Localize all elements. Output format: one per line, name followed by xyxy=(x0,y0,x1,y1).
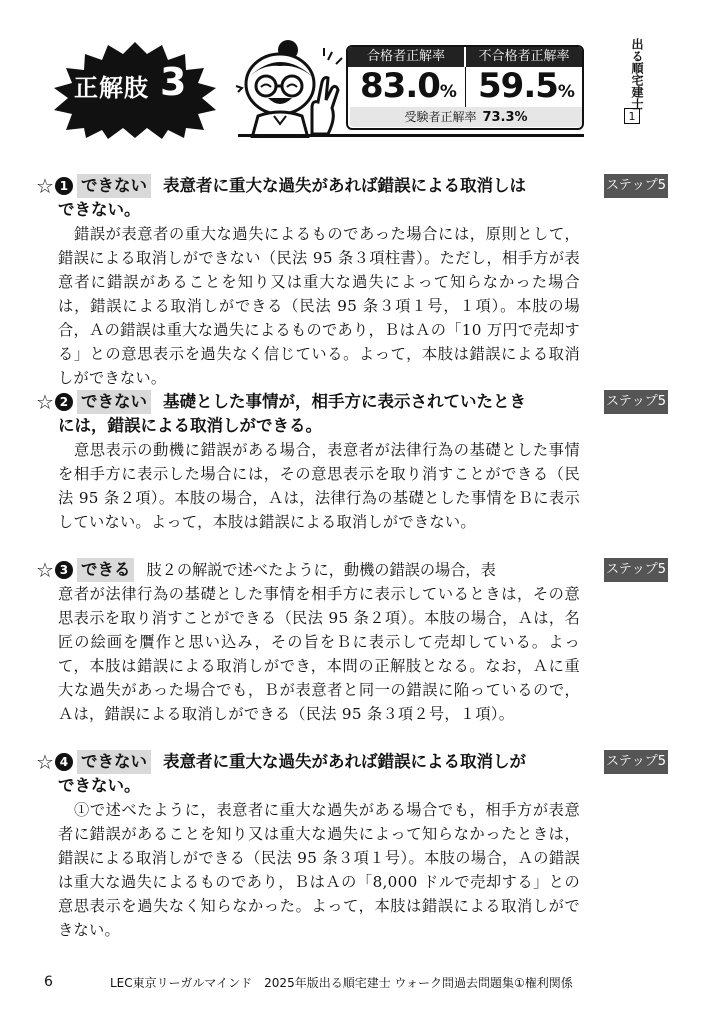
sidebar-volume-number: 1 xyxy=(624,108,640,124)
question-3-explanation: 意者が法律行為の基礎とした事情を相手方に表示しているときは，その意思表示を取り消すことができる（民法 95 条２項）。本肢の場合，Ａは，名匠の絵画を贋作と思い込み，その旨をＢに表示して売却している。よって，本肢は錯誤による取消しができ，本問の正解肢となる。なお，Ａに重大な過失があった場合でも，Ｂが表意者と同一の錯誤に陥っているので，Ａは，錯誤による取消しができる（民法 95 条３項２号，１項）。 xyxy=(58,585,580,723)
question-number-badge: 2 xyxy=(55,393,73,411)
verdict-label: できる xyxy=(77,558,135,582)
question-number-badge: 3 xyxy=(55,561,73,579)
star-icon: ☆ xyxy=(36,390,54,414)
question-4-explanation: ①で述べたように，表意者に重大な過失がある場合でも，相手方が表意者に錯誤があることを知り又は重大な過失によって知らなかったときは，錯誤による取消しができる（民法 95 条３項１号）。本肢の場合，Ａの錯誤は重大な過失によるものであり，ＢはＡの「8,000 ドルで売却する」との意思表示を過失なく知らなかった。よって，本肢は錯誤による取消しができない。 xyxy=(58,801,580,939)
stats-divider xyxy=(465,67,466,107)
heading-text: 基礎とした事情が，相手方に表示されていたとき xyxy=(162,392,526,411)
question-2-explanation: 意思表示の動機に錯誤がある場合，表意者が法律行為の基礎とした事情を相手方に表示した場合には，その意思表示を取り消すことができる（民法 95 条２項）。本肢の場合，Ａは，法律行為の基礎とした事情をＢに表示していない。よって，本肢は錯誤による取消しができない。 xyxy=(58,441,580,531)
star-icon: ☆ xyxy=(36,558,54,582)
page-number: 6 xyxy=(44,974,53,990)
footer-publication: LEC東京リーガルマインド 2025年版出る順宅建士 ウォーク問過去問題集①権利関係 xyxy=(110,976,573,990)
header-rule xyxy=(238,134,584,137)
heading-text-cont: できない。 xyxy=(58,776,141,795)
examinee-rate: 受験者正解率 73.3% xyxy=(350,107,582,127)
question-number-badge: 1 xyxy=(55,177,73,195)
question-1-explanation: 錯誤が表意者の重大な過失によるものであった場合には，原則として，錯誤による取消しができない（民法 95 条３項柱書）。ただし，相手方が表意者に錯誤があることを知り又は重大な過失によって知らなかった場合は，錯誤による取消しができる（民法 95 条３項１号，１項）。本肢の場合，Ａの錯誤は重大な過失によるものであり，ＢはＡの「10 万円で売却する」との意思表示を過失なく信じている。よって，本肢は錯誤による取消しができない。 xyxy=(58,225,580,387)
verdict-label: できない xyxy=(77,390,151,414)
step-tag: ステップ5 xyxy=(604,558,668,582)
answer-badge-number: 3 xyxy=(160,60,187,104)
answer-badge-label: 正解肢 xyxy=(74,74,149,102)
sidebar-book-title: 出る順宅建士 xyxy=(630,38,644,110)
fail-rate-label: 不合格者正解率 xyxy=(466,47,582,67)
star-icon: ☆ xyxy=(36,174,54,198)
heading-text: 表意者に重大な過失があれば錯誤による取消しは xyxy=(162,176,526,195)
pass-rate-label: 合格者正解率 xyxy=(348,47,464,67)
mascot-illustration xyxy=(228,38,346,138)
question-2-heading xyxy=(36,390,596,438)
fail-rate-value: 59.5% xyxy=(478,66,575,106)
heading-text-cont: できない。 xyxy=(58,200,141,219)
question-number-badge: 4 xyxy=(55,753,73,771)
step-tag: ステップ5 xyxy=(604,390,668,414)
verdict-label: できない xyxy=(77,750,151,774)
pass-rate-value: 83.0% xyxy=(360,66,457,106)
explanation-first-line: 肢２の解説で述べたように，動機の錯誤の場合，表 xyxy=(146,561,496,579)
verdict-label: できない xyxy=(77,174,151,198)
question-4-heading xyxy=(36,750,596,798)
step-tag: ステップ5 xyxy=(604,750,668,774)
heading-text: 表意者に重大な過失があれば錯誤による取消しが xyxy=(162,752,526,771)
question-3-heading xyxy=(36,558,596,582)
star-icon: ☆ xyxy=(36,750,54,774)
heading-text-cont: には，錯誤による取消しができる。 xyxy=(58,416,322,435)
step-tag: ステップ5 xyxy=(604,174,668,198)
question-1-heading xyxy=(36,174,596,222)
